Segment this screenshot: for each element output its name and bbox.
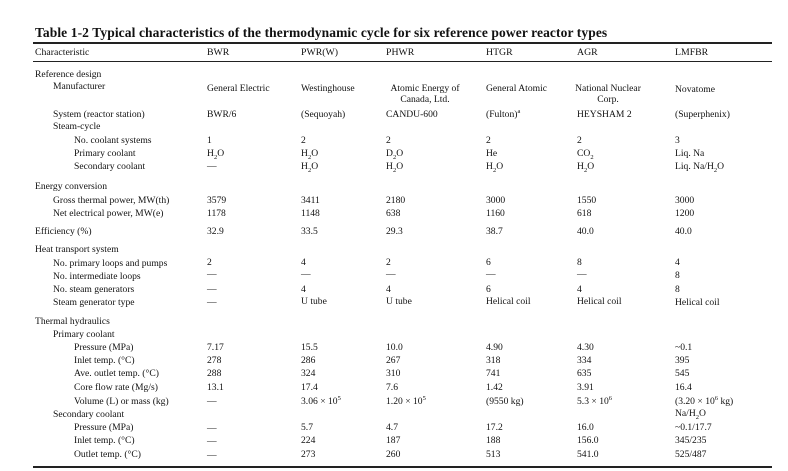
cell-p-inlet-htgr: 318 bbox=[486, 355, 501, 366]
cell-primary-coolant-pwr: $H_2O$ bbox=[301, 148, 319, 161]
cell-num-coolant-bwr: 1 bbox=[207, 135, 212, 146]
cell-sg-type-htgr: Helical coil bbox=[486, 296, 531, 307]
section-steam-cycle: Steam-cycle bbox=[53, 121, 101, 132]
cell-num-coolant-phwr: 2 bbox=[386, 135, 391, 146]
row-label-intermediate-loops: No. intermediate loops bbox=[53, 271, 141, 282]
cell-p-outlet-pwr: 324 bbox=[301, 368, 316, 379]
cell-gross-power-agr: 1550 bbox=[577, 195, 597, 206]
row-label-num-coolant: No. coolant systems bbox=[74, 135, 152, 146]
cell-system-htgr: (Fulton)$^a$ bbox=[486, 107, 521, 120]
cell-p-outlet-bwr: 288 bbox=[207, 368, 222, 379]
header-agr: AGR bbox=[577, 47, 598, 58]
cell-primary-loops-htgr: 6 bbox=[486, 257, 491, 268]
cell-p-flow-lmfbr: 16.4 bbox=[675, 382, 692, 393]
row-label-efficiency: Efficiency (%) bbox=[35, 226, 92, 237]
cell-sg-type-phwr: U tube bbox=[386, 296, 412, 307]
cell-steam-generators-pwr: 4 bbox=[301, 284, 306, 295]
cell-primary-loops-lmfbr: 4 bbox=[675, 257, 680, 268]
cell-intermediate-loops-bwr: — bbox=[207, 269, 217, 280]
header-htgr: HTGR bbox=[486, 47, 513, 58]
cell-secondary-coolant-htgr: $H_2O$ bbox=[486, 161, 504, 174]
cell-sg-type-lmfbr: Helical coil bbox=[675, 297, 720, 308]
cell-manufacturer-bwr: General Electric bbox=[207, 83, 270, 94]
cell-s-outlet-htgr: 513 bbox=[486, 449, 501, 460]
cell-primary-loops-pwr: 4 bbox=[301, 257, 306, 268]
cell-p-pressure-htgr: 4.90 bbox=[486, 342, 503, 353]
cell-s-outlet-bwr: — bbox=[207, 450, 217, 461]
row-label-primary-loops: No. primary loops and pumps bbox=[53, 258, 168, 269]
cell-intermediate-loops-phwr: — bbox=[386, 269, 396, 280]
cell-primary-coolant-phwr: $D_2O$ bbox=[386, 148, 404, 161]
row-label-p-inlet: Inlet temp. (°C) bbox=[74, 355, 135, 366]
cell-p-inlet-bwr: 278 bbox=[207, 355, 222, 366]
cell-manufacturer-lmfbr: Novatome bbox=[675, 84, 715, 95]
cell-num-coolant-agr: 2 bbox=[577, 135, 582, 146]
bottom-rule bbox=[33, 466, 772, 468]
row-label-steam-generators: No. steam generators bbox=[53, 284, 135, 295]
cell-p-volume-pwr: $3.06 \times 10^5$ bbox=[301, 394, 341, 407]
cell-steam-generators-bwr: — bbox=[207, 284, 217, 295]
cell-gross-power-phwr: 2180 bbox=[386, 195, 406, 206]
cell-s-pressure-phwr: 4.7 bbox=[386, 422, 398, 433]
cell-system-agr: HEYSHAM 2 bbox=[577, 109, 632, 120]
cell-num-coolant-pwr: 2 bbox=[301, 135, 306, 146]
row-label-manufacturer: Manufacturer bbox=[53, 81, 106, 92]
section-heat-transport: Heat transport system bbox=[35, 244, 119, 255]
cell-system-bwr: BWR/6 bbox=[207, 109, 237, 120]
section-reference-design: Reference design bbox=[35, 69, 102, 80]
cell-s-pressure-lmfbr: ~0.1/17.7 bbox=[675, 422, 712, 433]
cell-p-pressure-pwr: 15.5 bbox=[301, 342, 318, 353]
cell-net-power-phwr: 638 bbox=[386, 208, 401, 219]
cell-secondary-coolant-bwr: — bbox=[207, 161, 217, 172]
cell-s-pressure-pwr: 5.7 bbox=[301, 422, 313, 433]
cell-secondary-coolant-pwr: $H_2O$ bbox=[301, 161, 319, 174]
cell-p-flow-phwr: 7.6 bbox=[386, 382, 398, 393]
cell-system-phwr: CANDU-600 bbox=[386, 109, 438, 120]
cell-p-pressure-agr: 4.30 bbox=[577, 342, 594, 353]
cell-s-pressure-agr: 16.0 bbox=[577, 422, 594, 433]
cell-p-pressure-lmfbr: ~0.1 bbox=[675, 342, 693, 353]
cell-s-inlet-pwr: 224 bbox=[301, 435, 316, 446]
cell-p-flow-htgr: 1.42 bbox=[486, 382, 503, 393]
cell-s-inlet-phwr: 187 bbox=[386, 435, 401, 446]
cell-primary-loops-agr: 8 bbox=[577, 257, 582, 268]
cell-p-outlet-htgr: 741 bbox=[486, 368, 501, 379]
cell-s-outlet-lmfbr: 525/487 bbox=[675, 449, 707, 460]
cell-secondary-coolant-agr: $H_2O$ bbox=[577, 161, 595, 174]
cell-p-volume-bwr: — bbox=[207, 396, 217, 407]
cell-s-pressure-bwr: — bbox=[207, 423, 217, 434]
header-lmfbr: LMFBR bbox=[675, 47, 709, 58]
cell-efficiency-htgr: 38.7 bbox=[486, 226, 503, 237]
cell-efficiency-bwr: 32.9 bbox=[207, 226, 224, 237]
row-label-system: System (reactor station) bbox=[53, 109, 145, 120]
header-bwr: BWR bbox=[207, 47, 230, 58]
row-label-primary-coolant: Primary coolant bbox=[74, 148, 136, 159]
row-label-p-volume: Volume (L) or mass (kg) bbox=[74, 396, 169, 407]
cell-p-volume-agr: $5.3 \times 10^6$ bbox=[577, 394, 613, 407]
cell-s-inlet-agr: 156.0 bbox=[577, 435, 599, 446]
cell-efficiency-lmfbr: 40.0 bbox=[675, 226, 692, 237]
cell-gross-power-htgr: 3000 bbox=[486, 195, 506, 206]
cell-s-inlet-htgr: 188 bbox=[486, 435, 501, 446]
row-label-p-flow: Core flow rate (Mg/s) bbox=[74, 382, 158, 393]
cell-system-pwr: (Sequoyah) bbox=[301, 109, 346, 120]
cell-p-pressure-bwr: 7.17 bbox=[207, 342, 224, 353]
row-label-gross-power: Gross thermal power, MW(th) bbox=[53, 195, 170, 206]
cell-s-inlet-bwr: — bbox=[207, 436, 217, 447]
cell-p-volume-lmfbr: ($3.20 \times 10^6$ kg) bbox=[675, 394, 734, 407]
cell-intermediate-loops-htgr: — bbox=[486, 269, 496, 280]
cell-net-power-htgr: 1160 bbox=[486, 208, 505, 219]
header-rule bbox=[33, 61, 772, 62]
top-rule bbox=[33, 42, 772, 44]
table-title: Table 1-2 Typical characteristics of the thermodynamic cycle for six reference power reactor types bbox=[35, 25, 608, 40]
cell-system-lmfbr: (Superphenix) bbox=[675, 109, 730, 120]
cell-s-outlet-agr: 541.0 bbox=[577, 449, 599, 460]
row-label-s-outlet: Outlet temp. (°C) bbox=[74, 449, 141, 460]
cell-s-outlet-pwr: 273 bbox=[301, 449, 316, 460]
cell-s-inlet-lmfbr: 345/235 bbox=[675, 435, 707, 446]
cell-p-inlet-phwr: 267 bbox=[386, 355, 401, 366]
cell-gross-power-bwr: 3579 bbox=[207, 195, 227, 206]
section-secondary-coolant: Secondary coolant bbox=[53, 409, 125, 420]
cell-p-pressure-phwr: 10.0 bbox=[386, 342, 403, 353]
cell-sg-type-pwr: U tube bbox=[301, 296, 327, 307]
cell-secondary-coolant-lmfbr: Liq. $Na/H_2O$ bbox=[675, 161, 725, 174]
cell-primary-coolant-agr: $CO_2$ bbox=[577, 148, 594, 161]
cell-p-flow-pwr: 17.4 bbox=[301, 382, 318, 393]
cell-p-inlet-lmfbr: 395 bbox=[675, 355, 690, 366]
section-primary-coolant: Primary coolant bbox=[53, 329, 115, 340]
cell-s-outlet-phwr: 260 bbox=[386, 449, 401, 460]
cell-primary-coolant-htgr: He bbox=[486, 148, 498, 159]
cell-s-pressure-htgr: 17.2 bbox=[486, 422, 503, 433]
header-pwr: PWR(W) bbox=[301, 47, 339, 58]
row-label-p-outlet: Ave. outlet temp. (°C) bbox=[74, 368, 159, 379]
cell-sg-type-bwr: — bbox=[207, 297, 217, 308]
cell-p-flow-bwr: 13.1 bbox=[207, 382, 224, 393]
row-label-secondary-coolant: Secondary coolant bbox=[74, 161, 146, 172]
cell-sg-type-agr: Helical coil bbox=[577, 296, 622, 307]
cell-net-power-bwr: 1178 bbox=[207, 208, 226, 219]
row-label-s-pressure: Pressure (MPa) bbox=[74, 422, 134, 433]
cell-efficiency-pwr: 33.5 bbox=[301, 226, 318, 237]
cell-efficiency-agr: 40.0 bbox=[577, 226, 594, 237]
cell-manufacturer-htgr: General Atomic bbox=[486, 83, 548, 94]
cell-manufacturer-agr: National Nuclear Corp. bbox=[575, 83, 641, 105]
cell-primary-coolant-lmfbr: Liq. Na bbox=[675, 148, 705, 159]
row-label-sg-type: Steam generator type bbox=[53, 297, 135, 308]
cell-primary-loops-phwr: 2 bbox=[386, 257, 391, 268]
cell-gross-power-pwr: 3411 bbox=[301, 195, 320, 206]
header-phwr: PHWR bbox=[386, 47, 415, 58]
cell-steam-generators-phwr: 4 bbox=[386, 284, 391, 295]
cell-steam-generators-lmfbr: 8 bbox=[675, 284, 680, 295]
cell-gross-power-lmfbr: 3000 bbox=[675, 195, 695, 206]
cell-manufacturer-phwr: Atomic Energy of Canada, Ltd. bbox=[390, 83, 460, 105]
cell-p-volume-htgr: (9550 kg) bbox=[486, 396, 524, 407]
cell-intermediate-loops-pwr: — bbox=[301, 269, 311, 280]
cell-net-power-lmfbr: 1200 bbox=[675, 208, 695, 219]
cell-primary-loops-bwr: 2 bbox=[207, 257, 212, 268]
cell-p-inlet-agr: 334 bbox=[577, 355, 592, 366]
header-characteristic: Characteristic bbox=[35, 47, 90, 58]
cell-p-inlet-pwr: 286 bbox=[301, 355, 316, 366]
cell-primary-coolant-bwr: $H_2O$ bbox=[207, 148, 225, 161]
section-thermal-hydraulics: Thermal hydraulics bbox=[35, 316, 110, 327]
cell-p-volume-lmfbr-2: $Na/H_2O$ bbox=[675, 408, 706, 421]
cell-intermediate-loops-lmfbr: 8 bbox=[675, 270, 680, 281]
section-energy-conversion: Energy conversion bbox=[35, 181, 108, 192]
cell-efficiency-phwr: 29.3 bbox=[386, 226, 403, 237]
cell-manufacturer-pwr: Westinghouse bbox=[301, 83, 355, 94]
cell-p-outlet-phwr: 310 bbox=[386, 368, 401, 379]
cell-num-coolant-htgr: 2 bbox=[486, 135, 491, 146]
cell-steam-generators-agr: 4 bbox=[577, 284, 582, 295]
cell-p-flow-agr: 3.91 bbox=[577, 382, 594, 393]
row-label-net-power: Net electrical power, MW(e) bbox=[53, 208, 164, 219]
row-label-s-inlet: Inlet temp. (°C) bbox=[74, 435, 135, 446]
cell-net-power-agr: 618 bbox=[577, 208, 592, 219]
cell-intermediate-loops-agr: — bbox=[577, 269, 587, 280]
cell-p-volume-phwr: $1.20 \times 10^5$ bbox=[386, 394, 426, 407]
cell-p-outlet-agr: 635 bbox=[577, 368, 592, 379]
cell-secondary-coolant-phwr: $H_2O$ bbox=[386, 161, 404, 174]
cell-net-power-pwr: 1148 bbox=[301, 208, 320, 219]
cell-num-coolant-lmfbr: 3 bbox=[675, 135, 680, 146]
cell-p-outlet-lmfbr: 545 bbox=[675, 368, 690, 379]
row-label-p-pressure: Pressure (MPa) bbox=[74, 342, 134, 353]
cell-steam-generators-htgr: 6 bbox=[486, 284, 491, 295]
